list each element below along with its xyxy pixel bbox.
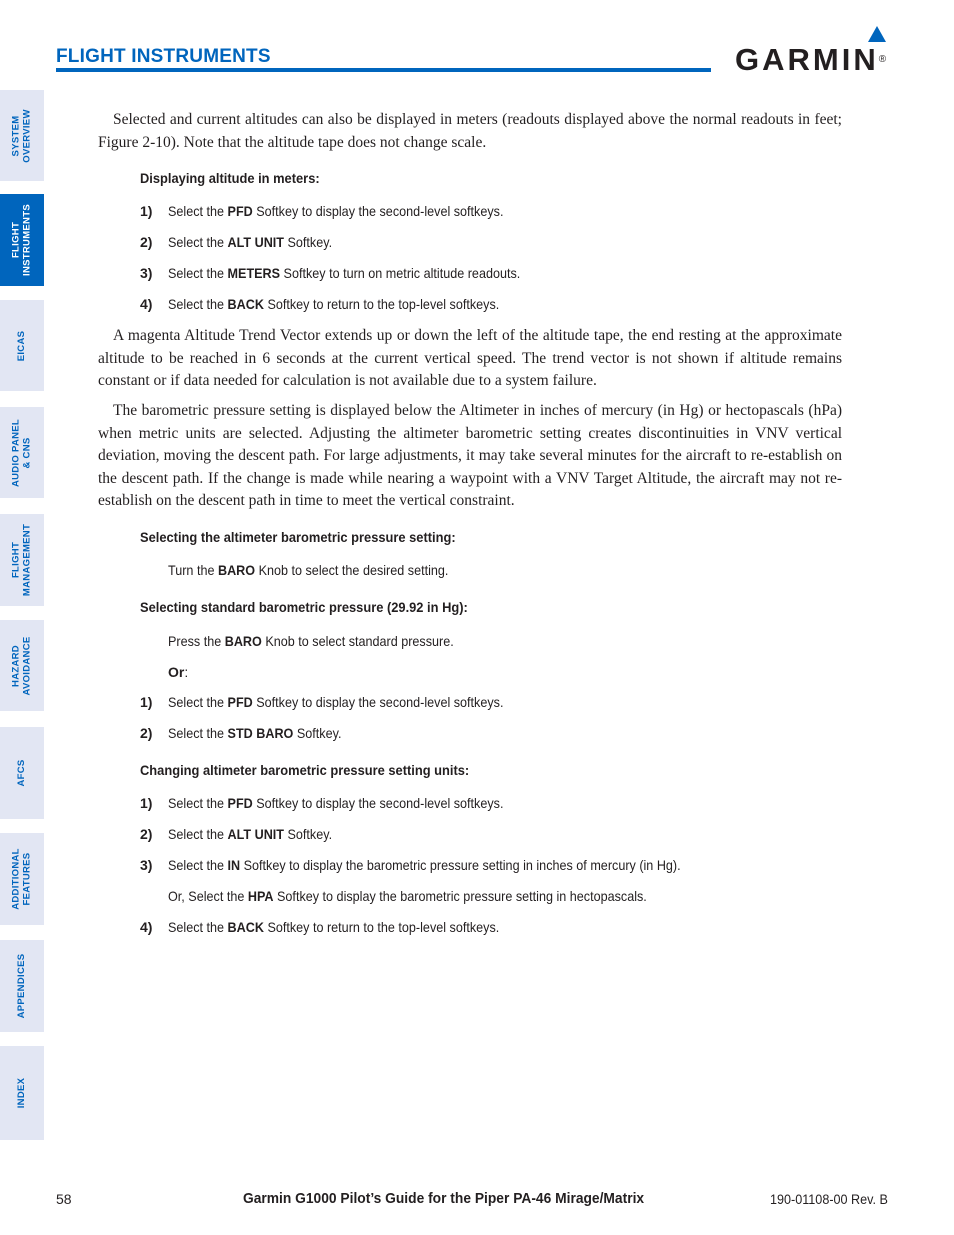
step-text: Select the: [168, 296, 228, 312]
garmin-triangle-icon: [868, 26, 886, 42]
or-word: Or: [168, 664, 185, 680]
step-text: Softkey to turn on metric altitude readouts.: [280, 265, 521, 281]
softkey-name: IN: [227, 857, 241, 873]
step-number: 2): [140, 725, 153, 741]
step-text: Softkey.: [293, 725, 342, 741]
step-text: Select the: [168, 694, 228, 710]
footer-title: Garmin G1000 Pilot’s Guide for the Piper PA-46 Mirage/Matrix: [243, 1190, 645, 1207]
tab-eicas[interactable]: [0, 300, 44, 391]
tab-label: FLIGHT INSTRUMENTS: [10, 204, 32, 276]
intro-paragraph: Selected and current altitudes can also be displayed in meters (readouts displayed above the normal readouts in feet; Figure 2-10). Note that the altitude tape does not change scale.: [98, 111, 842, 151]
step-number: 3): [140, 265, 153, 281]
barometric-paragraph: The barometric pressure setting is displayed below the Altimeter in inches of mercury (in Hg) or hectopascals (hPa) when metric units are selected. Adjusting the altimeter barometric setting creates discontinuities in VNV vertical deviation, moving the descent path. For large adjustments, it may take several minutes for the aircraft to re-establish on the descent path. If the change is made while nearing a waypoint with a VNV Target Altitude, the aircraft may not re-establish on the descent path in time to meet the vertical constraint.: [98, 402, 842, 509]
softkey-name: ALT UNIT: [227, 826, 285, 842]
step-text: Select the: [168, 919, 228, 935]
step-text: Softkey to return to the top-level softkeys.: [263, 919, 500, 935]
instruction-text: Knob to select the desired setting.: [255, 562, 449, 578]
std-baro-step-1: [140, 694, 541, 710]
knob-name: BARO: [224, 633, 262, 649]
softkey-name: BACK: [227, 296, 264, 312]
meters-step-3: [140, 265, 559, 281]
meters-step-2: [140, 234, 350, 250]
instruction-text: Turn the: [168, 562, 218, 578]
garmin-logo: [735, 24, 900, 76]
step-text: Softkey to display the second-level softkeys.: [252, 795, 504, 811]
tab-label: HAZARD AVOIDANCE: [10, 636, 32, 695]
step-text: Softkey to return to the top-level softkeys.: [263, 296, 500, 312]
or-label: [168, 664, 188, 680]
tab-audio-panel-cns[interactable]: [0, 407, 44, 498]
step-text: Select the: [168, 234, 228, 250]
tab-label: AFCS: [15, 759, 27, 787]
std-baro-step-2: [140, 725, 361, 741]
tab-label: SYSTEM OVERVIEW: [10, 108, 32, 163]
tab-flight-management[interactable]: [0, 514, 44, 606]
softkey-name: STD BARO: [227, 725, 294, 741]
step-text: Select the: [168, 826, 228, 842]
step-text: Softkey.: [284, 234, 333, 250]
header-rule: [56, 68, 711, 72]
step-text: Softkey to display the barometric pressure setting in inches of mercury (in Hg).: [240, 857, 681, 873]
step-text: Softkey.: [284, 826, 333, 842]
softkey-name: HPA: [247, 888, 274, 904]
tab-hazard-avoidance[interactable]: [0, 620, 44, 711]
trend-vector-paragraph: A magenta Altitude Trend Vector extends up or down the left of the altitude tape, the end resting at the approximate altitude to be reached in 6 seconds at the current vertical speed. The trend vector is not shown if altitude remains constant or if data needed for calculation is not available due to a system failure.: [98, 327, 842, 389]
meters-heading: Displaying altitude in meters:: [140, 170, 320, 186]
instruction-text: Softkey to display the barometric pressure setting in hectopascals.: [273, 888, 647, 904]
step-text: Softkey to display the second-level softkeys.: [252, 694, 504, 710]
units-step-3: [140, 857, 738, 873]
instruction-text: Press the: [168, 633, 225, 649]
step-number: 1): [140, 795, 153, 811]
std-baro-instruction: [168, 633, 486, 649]
softkey-name: BACK: [227, 919, 264, 935]
step-number: 4): [140, 296, 153, 312]
section-title: FLIGHT INSTRUMENTS: [56, 46, 271, 67]
units-step-1: [140, 795, 541, 811]
page-number: 58: [56, 1191, 72, 1207]
tab-additional-features[interactable]: [0, 833, 44, 925]
step-text: Select the: [168, 795, 228, 811]
step-text: Select the: [168, 857, 228, 873]
step-text: Select the: [168, 725, 228, 741]
tab-label: APPENDICES: [15, 953, 27, 1019]
select-baro-instruction: [168, 562, 480, 578]
units-heading: Changing altimeter barometric pressure setting units:: [140, 762, 470, 778]
instruction-text: Knob to select standard pressure.: [261, 633, 454, 649]
std-baro-heading: Selecting standard barometric pressure (29.92 in Hg):: [140, 599, 468, 615]
tab-flight-instruments[interactable]: [0, 194, 44, 286]
step-number: 2): [140, 826, 153, 842]
tab-afcs[interactable]: [0, 727, 44, 819]
tab-system-overview[interactable]: [0, 90, 44, 181]
units-step-2: [140, 826, 350, 842]
step-number: 3): [140, 857, 153, 873]
step-text: Softkey to display the second-level softkeys.: [252, 203, 504, 219]
softkey-name: PFD: [227, 795, 253, 811]
tab-label: EICAS: [15, 330, 27, 361]
softkey-name: METERS: [227, 265, 281, 281]
meters-step-1: [140, 203, 541, 219]
meters-step-4: [140, 296, 536, 312]
logo-text: GARMIN: [735, 42, 879, 77]
softkey-name: PFD: [227, 203, 253, 219]
tab-label: ADDITIONAL FEATURES: [10, 848, 32, 910]
step-text: Select the: [168, 265, 228, 281]
step-number: 1): [140, 203, 153, 219]
knob-name: BARO: [217, 562, 256, 578]
softkey-name: PFD: [227, 694, 253, 710]
softkey-name: ALT UNIT: [227, 234, 285, 250]
tab-appendices[interactable]: [0, 940, 44, 1032]
step-text: Select the: [168, 203, 228, 219]
step-number: 2): [140, 234, 153, 250]
tab-label: AUDIO PANEL & CNS: [10, 418, 32, 487]
or-colon: :: [184, 664, 189, 680]
units-step-4: [140, 919, 536, 935]
tab-index[interactable]: [0, 1046, 44, 1140]
logo-registered-mark: ®: [878, 54, 887, 65]
tab-label: INDEX: [15, 1077, 27, 1109]
tab-label: FLIGHT MANAGEMENT: [10, 523, 32, 597]
step-number: 1): [140, 694, 153, 710]
instruction-text: Or, Select the: [168, 888, 248, 904]
step-number: 4): [140, 919, 153, 935]
select-baro-heading: Selecting the altimeter barometric pressure setting:: [140, 529, 456, 545]
document-number: 190-01108-00 Rev. B: [770, 1191, 888, 1207]
units-alternative: [168, 888, 700, 904]
